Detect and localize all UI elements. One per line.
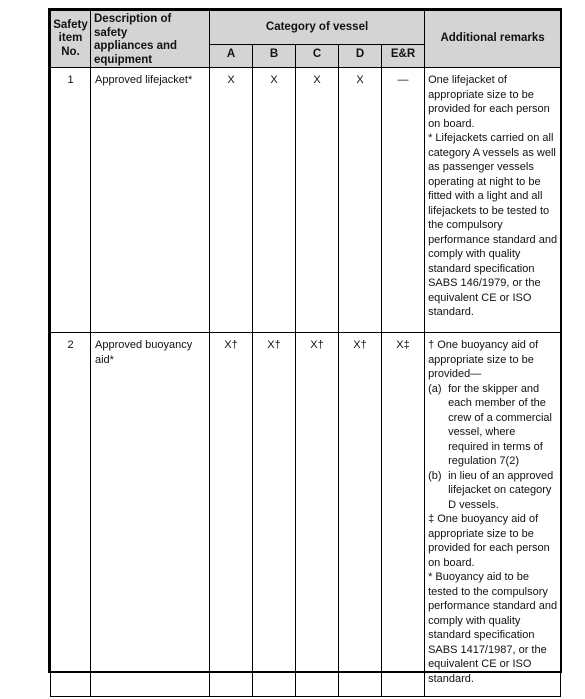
item-description: Approved buoyancy aid* <box>91 333 210 697</box>
additional-remarks-header: Additional remarks <box>425 11 561 68</box>
category-a-header: A <box>210 45 253 68</box>
remark-paragraph: One lifejacket of appropriate size to be provided for each person on board. <box>428 74 550 130</box>
category-b-header: B <box>253 45 296 68</box>
mark-category-d: X <box>339 68 382 333</box>
remark-paragraph: † One buoyancy aid of appropriate size to be provided— <box>428 339 539 380</box>
safety-equipment-table <box>50 10 561 697</box>
mark-category-er: — <box>382 68 425 333</box>
remark-subitem-b <box>428 469 558 513</box>
category-d-header: D <box>339 45 382 68</box>
table-row <box>51 333 561 697</box>
subitem-text: in lieu of an approved lifejacket on category D vessels. <box>448 469 554 511</box>
item-number: 2 <box>51 333 91 697</box>
mark-category-d: X† <box>339 333 382 697</box>
mark-category-a: X† <box>210 333 253 697</box>
header-row-top <box>51 11 561 45</box>
remark-subitem-a <box>428 382 558 469</box>
mark-category-c: X <box>296 68 339 333</box>
mark-category-b: X <box>253 68 296 333</box>
mark-category-c: X† <box>296 333 339 697</box>
subitem-label: (a) <box>428 382 442 395</box>
table-row <box>51 68 561 333</box>
remark-paragraph: ‡ One buoyancy aid of appropriate size to be provided for each person on board. <box>428 513 550 569</box>
safety-item-no-header: Safety item No. <box>51 11 91 68</box>
subitem-text: for the skipper and each member of the crew of a commercial vessel, where required in terms of regulation 7(2) <box>448 382 552 467</box>
mark-category-a: X <box>210 68 253 333</box>
safety-table-frame <box>48 8 562 685</box>
item-number: 1 <box>51 68 91 333</box>
item-remarks <box>425 333 561 697</box>
mark-category-er: X‡ <box>382 333 425 697</box>
description-header: Description of safety appliances and equipment <box>91 11 210 68</box>
subitem-label: (b) <box>428 469 442 482</box>
mark-category-b: X† <box>253 333 296 697</box>
item-description: Approved lifejacket* <box>91 68 210 333</box>
remark-footnote: * Lifejackets carried on all category A vessels as well as passenger vessels operating at night to be fitted with a light and all lifejackets to be tested to the compulsory performance standard and comply with quality standard specification SABS 146/1979, or the equivalent CE or ISO standard. <box>428 132 558 318</box>
category-er-header: E&R <box>382 45 425 68</box>
item-remarks <box>425 68 561 333</box>
category-of-vessel-header: Category of vessel <box>210 11 425 45</box>
category-c-header: C <box>296 45 339 68</box>
remark-footnote: * Buoyancy aid to be tested to the compulsory performance standard and comply with quality standard specification SABS 1417/1987, or the equivalent CE or ISO standard. <box>428 571 558 685</box>
